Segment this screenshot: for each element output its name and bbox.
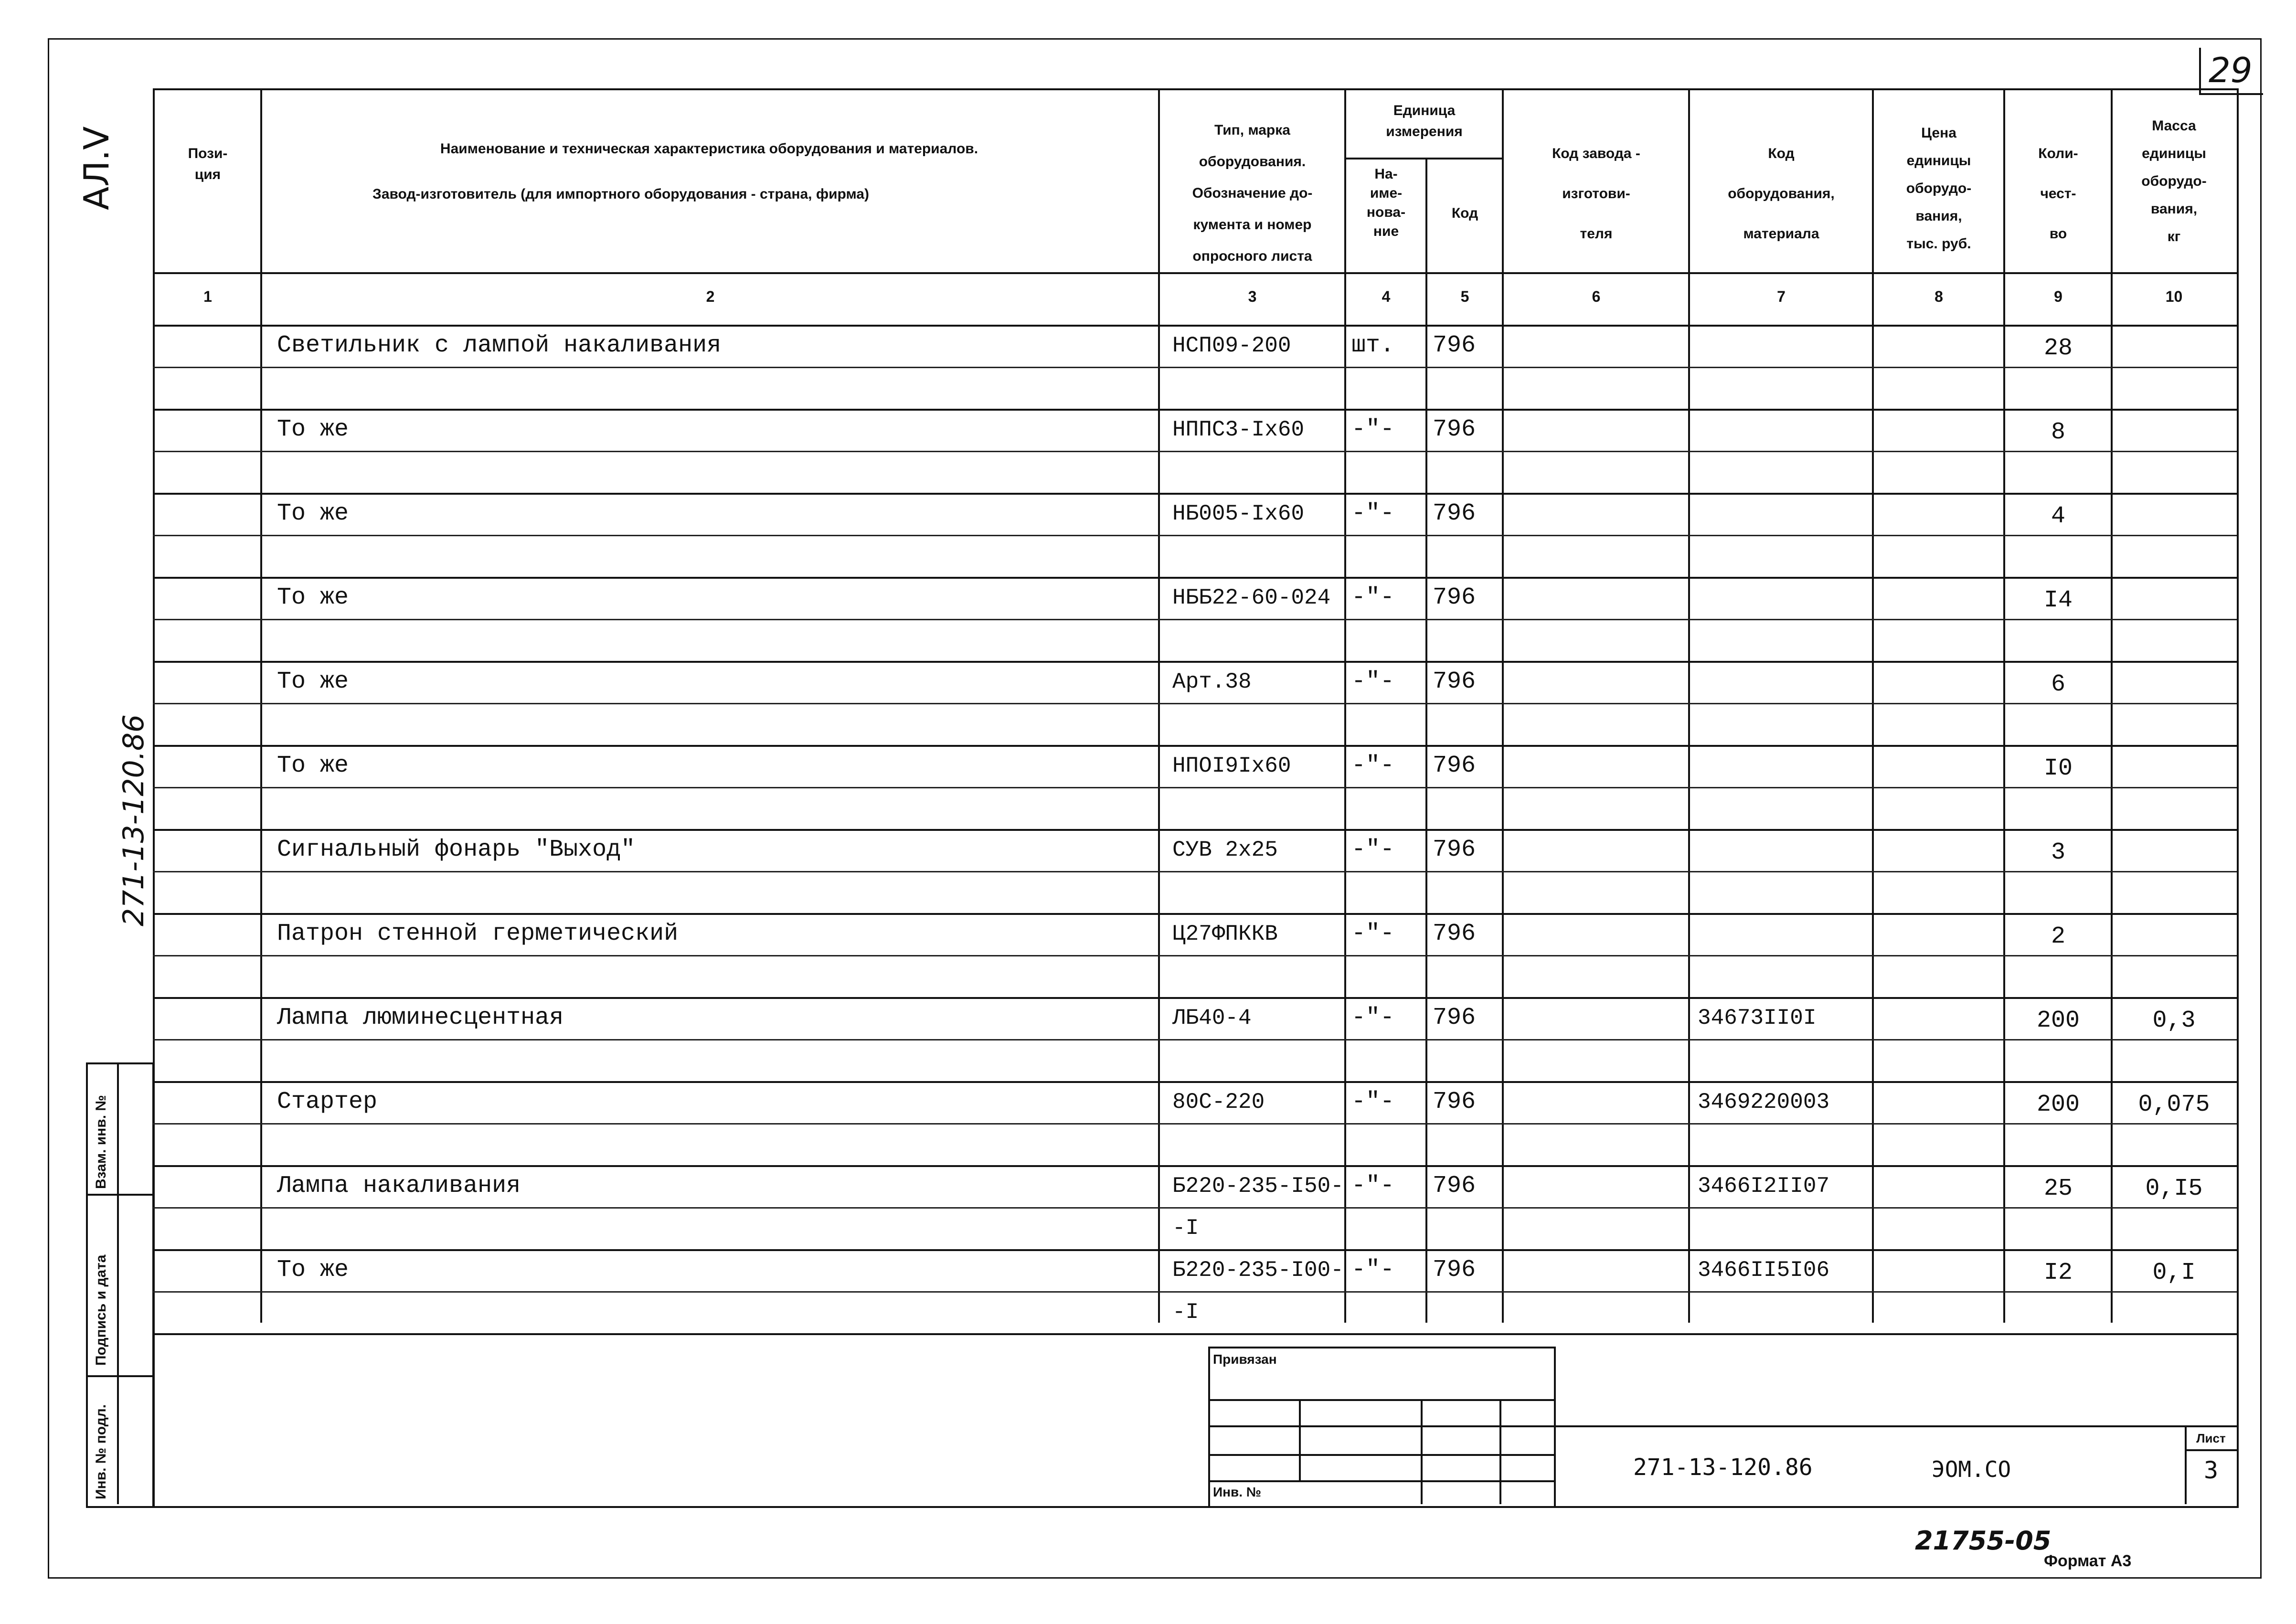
row-mat-code: 3466I2II07: [1698, 1174, 1830, 1199]
row-unit: -"-: [1351, 1004, 1395, 1031]
titleblock-top: [1552, 1425, 2237, 1427]
row-code: 796: [1433, 752, 1476, 779]
privyazan-line-1: [1208, 1399, 1554, 1401]
row-unit: -"-: [1351, 752, 1395, 779]
col-line-3: [1344, 88, 1346, 1323]
row-qty: I4: [2043, 587, 2073, 614]
row-unit: -"-: [1351, 584, 1395, 611]
colnum-2: 2: [706, 288, 715, 305]
row-mid-line: [153, 955, 2237, 956]
row-mid-line: [153, 451, 2237, 452]
privyazan-line-2: [1208, 1425, 1554, 1427]
row-mid-line: [153, 1039, 2237, 1040]
row-unit: -"-: [1351, 1172, 1395, 1199]
colnum-10: 10: [2165, 288, 2183, 305]
col-line-9: [2111, 88, 2113, 1323]
row-name: То же: [277, 1256, 349, 1284]
row-line: [153, 577, 2237, 579]
sheet-label-line: [2185, 1449, 2237, 1451]
col-line-5: [1502, 88, 1504, 1323]
row-type: ЛБ40-4: [1172, 1006, 1252, 1030]
row-name: То же: [277, 416, 349, 443]
row-unit: -"-: [1351, 1256, 1395, 1284]
row-qty: 8: [2051, 419, 2065, 446]
row-code: 796: [1433, 416, 1476, 443]
row-unit: шт.: [1351, 332, 1395, 359]
row-mass: 0,I: [2152, 1259, 2196, 1286]
row-name: Лампа люминесцентная: [277, 1004, 564, 1031]
row-name: То же: [277, 668, 349, 695]
row-code: 796: [1433, 1088, 1476, 1115]
row-unit: -"-: [1351, 500, 1395, 527]
row-qty: 2: [2051, 923, 2065, 950]
row-line: [153, 1081, 2237, 1083]
row-qty: I0: [2043, 755, 2073, 782]
left-col-divider-1: [86, 1194, 152, 1196]
row-name: То же: [277, 500, 349, 527]
row-type: НББ22-60-024: [1172, 585, 1331, 610]
row-line: [153, 913, 2237, 915]
row-line: [153, 409, 2237, 411]
row-code: 796: [1433, 1004, 1476, 1031]
left-vertical-code: 271-13-120.86: [117, 714, 150, 926]
left-col-inner: [117, 1062, 119, 1504]
row-name: Лампа накаливания: [277, 1172, 521, 1199]
row-line: [153, 745, 2237, 747]
row-mid-line: [153, 535, 2237, 536]
podpis-label: Подпись и дата: [93, 1254, 109, 1366]
row-qty: 25: [2043, 1175, 2073, 1202]
row-mat-code: 3469220003: [1698, 1090, 1830, 1115]
row-type-cont: -I: [1172, 1216, 1199, 1241]
format-label: Формат А3: [2044, 1552, 2132, 1570]
row-unit: -"-: [1351, 1088, 1395, 1115]
row-line: [153, 1249, 2237, 1251]
row-code: 796: [1433, 836, 1476, 863]
row-mid-line: [153, 787, 2237, 788]
row-mid-line: [153, 1123, 2237, 1125]
handwritten-number: 21755-05: [1915, 1526, 2052, 1556]
row-qty: 6: [2051, 671, 2065, 698]
row-mat-code: 34673II0I: [1698, 1006, 1817, 1030]
inv-no-label: Инв. №: [1213, 1485, 1262, 1499]
header-col9: Коли- чест- во: [2038, 146, 2078, 242]
row-type: СУВ 2х25: [1172, 838, 1278, 862]
colnum-3: 3: [1248, 288, 1257, 305]
row-code: 796: [1433, 332, 1476, 359]
row-line: [153, 997, 2237, 999]
privyazan-vline-1: [1299, 1399, 1301, 1480]
row-mat-code: 3466II5I06: [1698, 1258, 1830, 1283]
row-mid-line: [153, 1207, 2237, 1209]
row-line: [153, 829, 2237, 831]
row-code: 796: [1433, 1256, 1476, 1284]
row-type: НПОI9Iх60: [1172, 754, 1291, 778]
inv-podl-label: Инв. № подл.: [93, 1404, 109, 1499]
row-type: НППС3-Iх60: [1172, 417, 1305, 442]
colnum-5: 5: [1460, 288, 1469, 305]
col-line-2: [1158, 88, 1160, 1323]
row-qty: 28: [2043, 335, 2073, 362]
row-code: 796: [1433, 584, 1476, 611]
colnum-7: 7: [1777, 288, 1786, 305]
colnum-bottom-line: [153, 325, 2237, 327]
row-type: 80С-220: [1172, 1090, 1265, 1115]
row-mid-line: [153, 703, 2237, 704]
row-qty: I2: [2043, 1259, 2073, 1286]
header-unit-group: Единица измерения: [1386, 103, 1463, 139]
row-type-cont: -I: [1172, 1300, 1199, 1325]
row-unit: -"-: [1351, 668, 1395, 695]
row-mid-line: [153, 1291, 2237, 1293]
col-line-8: [2003, 88, 2005, 1323]
header-col10: Масса единицы оборудо- вания, кг: [2141, 118, 2207, 244]
row-line: [153, 1333, 2237, 1335]
header-col8: Цена единицы оборудо- вания, тыс. руб.: [1906, 125, 1972, 252]
unit-group-line: [1344, 158, 1502, 159]
row-line: [153, 1165, 2237, 1167]
privyazan-label: Привязан: [1213, 1352, 1277, 1367]
row-line: [153, 661, 2237, 663]
left-stamp: АЛ.V: [76, 126, 117, 210]
col-line-7: [1872, 88, 1874, 1323]
row-type: НСП09-200: [1172, 333, 1291, 358]
row-name: То же: [277, 752, 349, 779]
left-col-divider-2: [86, 1375, 152, 1377]
row-name: То же: [277, 584, 349, 611]
vzam-inv-label: Взам. инв. №: [93, 1095, 109, 1189]
row-unit: -"-: [1351, 836, 1395, 863]
row-mass: 0,075: [2138, 1091, 2210, 1118]
privyazan-line-3: [1208, 1454, 1554, 1456]
row-type: Арт.38: [1172, 669, 1252, 694]
colnum-9: 9: [2054, 288, 2062, 305]
row-mid-line: [153, 619, 2237, 620]
header-col6: Код завода - изготови- теля: [1552, 146, 1640, 242]
col-line-1: [260, 88, 262, 1323]
colnum-1: 1: [203, 288, 212, 305]
header-col2-line1: Наименование и техническая характеристика оборудования и материалов.: [440, 141, 978, 157]
row-qty: 3: [2051, 839, 2065, 866]
sheet-number: 3: [2203, 1456, 2219, 1484]
privyazan-vline-3: [1499, 1399, 1501, 1504]
row-qty: 4: [2051, 503, 2065, 530]
row-mid-line: [153, 367, 2237, 368]
sheet-divider: [2185, 1425, 2187, 1504]
col-line-6: [1688, 88, 1690, 1323]
row-qty: 200: [2036, 1091, 2080, 1118]
row-name: Патрон стенной герметический: [277, 920, 679, 947]
row-mass: 0,3: [2152, 1007, 2196, 1034]
corner-page-number: 29: [2209, 50, 2253, 90]
col-line-4: [1425, 158, 1427, 1323]
row-code: 796: [1433, 668, 1476, 695]
colnum-8: 8: [1935, 288, 1943, 305]
row-mid-line: [153, 871, 2237, 872]
row-type: Ц27ФПККВ: [1172, 922, 1278, 946]
row-unit: -"-: [1351, 920, 1395, 947]
row-line: [153, 493, 2237, 495]
row-type: Б220-235-I50-: [1172, 1174, 1344, 1199]
row-code: 796: [1433, 920, 1476, 947]
colnum-4: 4: [1382, 288, 1391, 305]
header-col1: Пози- ция: [188, 146, 228, 182]
sheet-label: Лист: [2196, 1431, 2226, 1445]
header-col2-line2: Завод-изготовитель (для импортного оборудования - страна, фирма): [372, 186, 869, 202]
row-qty: 200: [2036, 1007, 2080, 1034]
doc-code: 271-13-120.86: [1633, 1454, 1813, 1481]
row-type: НБ005-Iх60: [1172, 501, 1305, 526]
header-bottom-line: [153, 272, 2237, 274]
row-type: Б220-235-I00-: [1172, 1258, 1344, 1283]
privyazan-vline-2: [1421, 1399, 1423, 1504]
row-code: 796: [1433, 500, 1476, 527]
header-col4: На- име- нова- ние: [1366, 166, 1406, 239]
row-name: Светильник с лампой накаливания: [277, 332, 722, 359]
header-col3: Тип, марка оборудования. Обозначение до- кумента и номер опросного листа: [1192, 122, 1313, 264]
row-code: 796: [1433, 1172, 1476, 1199]
row-unit: -"-: [1351, 416, 1395, 443]
row-mass: 0,I5: [2145, 1175, 2203, 1202]
row-name: Стартер: [277, 1088, 378, 1115]
header-col7: Код оборудования, материала: [1728, 146, 1835, 242]
doc-suffix: ЭОМ.СО: [1932, 1456, 2011, 1482]
header-col5: Код: [1451, 205, 1478, 221]
colnum-6: 6: [1592, 288, 1601, 305]
row-name: Сигнальный фонарь "Выход": [277, 836, 636, 863]
